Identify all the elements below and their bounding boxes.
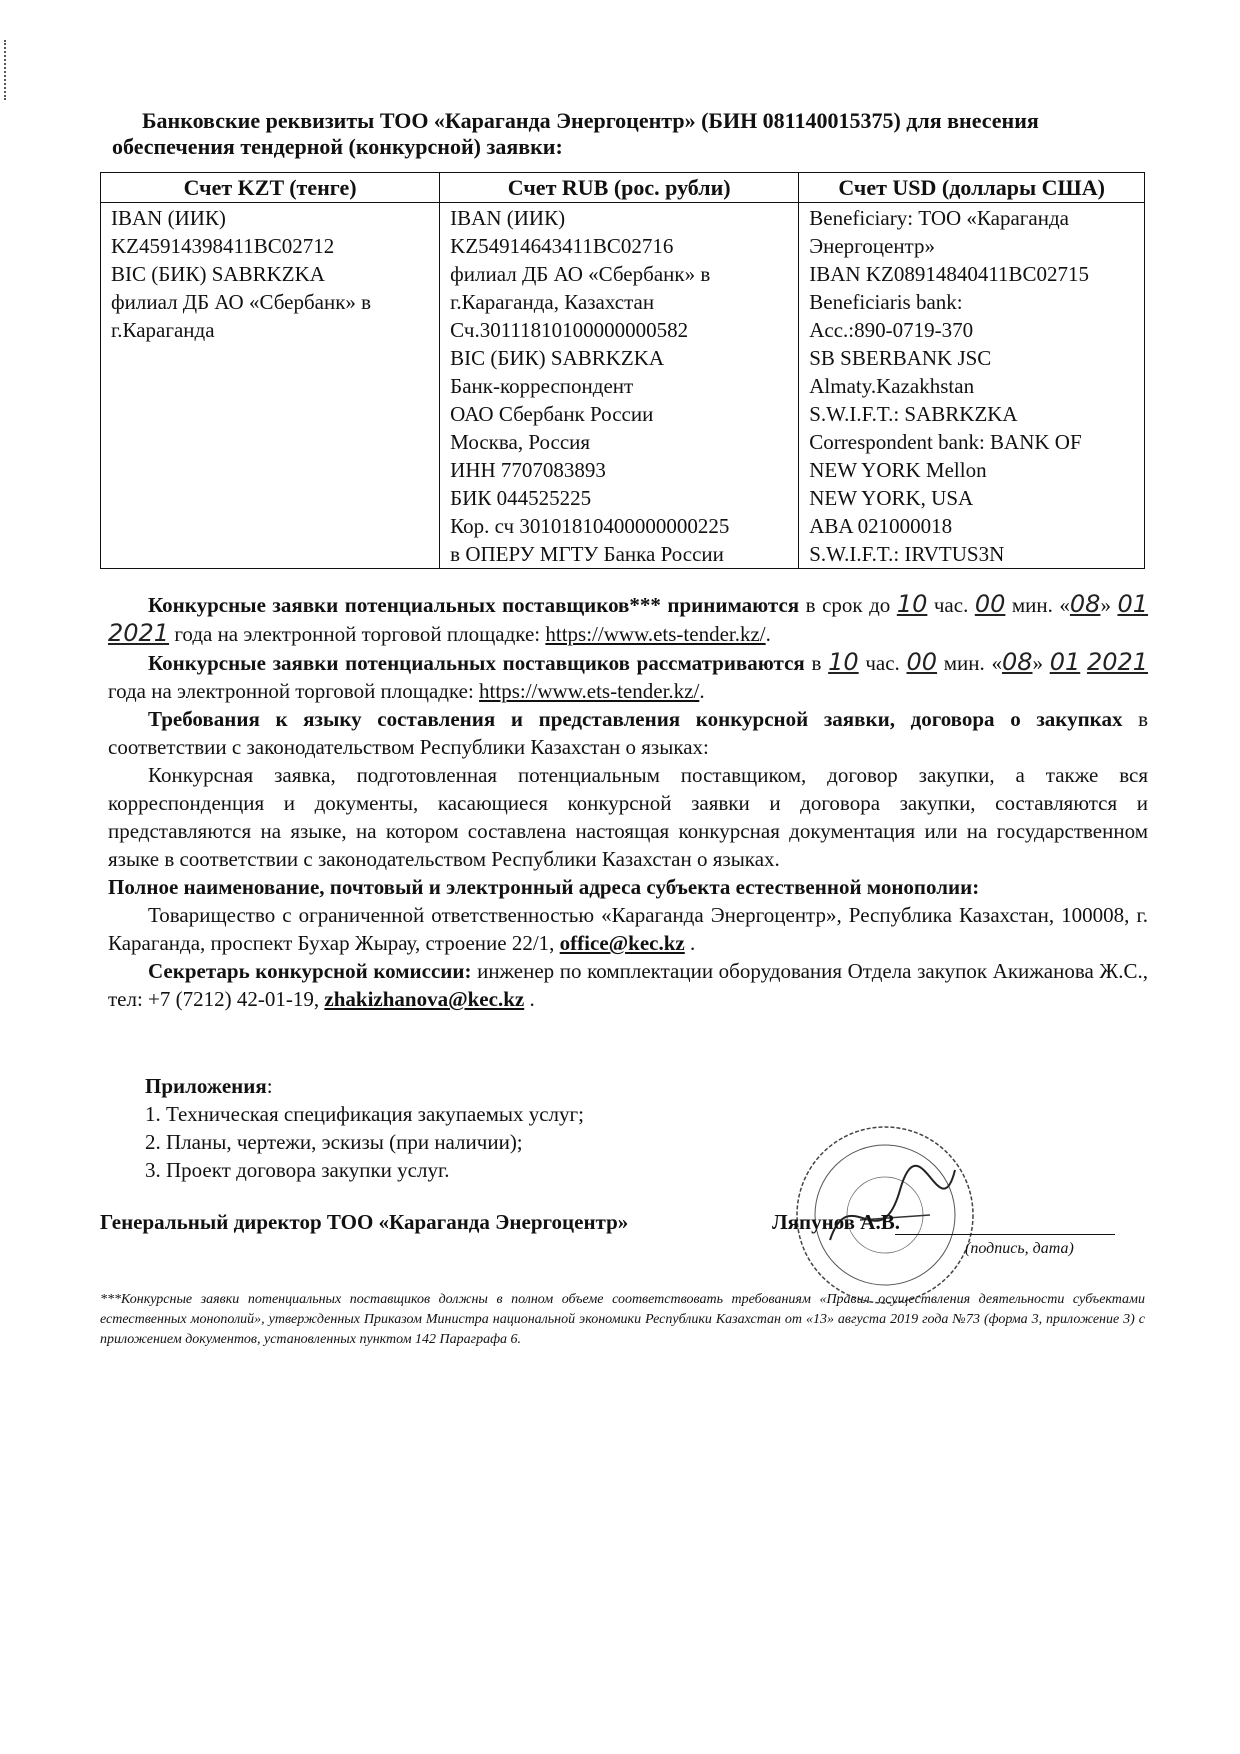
text-fragment: мин. «: [937, 651, 1002, 675]
language-bold: Требования к языку составления и представления конкурсной заявки, договора о закупках: [148, 707, 1123, 731]
text-fragment: Товарищество с ограниченной ответственностью «Караганда Энергоцентр», Республика Казахстан, 100008, г. Караганда, проспект Бухар Жырау, строение 22/1,: [108, 903, 1148, 955]
rub-line: BIC (БИК) SABRKZKA: [450, 346, 665, 370]
bank-details-heading: [112, 108, 1152, 160]
rub-line: Кор. сч 30101810400000000225: [450, 514, 730, 538]
heading-line-1: Банковские реквизиты ТОО «Караганда Энергоцентр» (БИН 081140015375) для внесения: [142, 108, 1039, 133]
usd-line: S.W.I.F.T.: SABRKZKA: [809, 402, 1018, 426]
text-fragment: .: [765, 622, 771, 646]
usd-line: Beneficiary: ТОО «Караганда: [809, 206, 1069, 230]
kzt-header: Счет KZT (тенге): [101, 173, 440, 203]
acceptance-bold: Конкурсные заявки потенциальных поставщиков*** принимаются: [148, 593, 800, 617]
kzt-account-cell: [101, 203, 440, 569]
usd-line: Almaty.Kazakhstan: [809, 374, 975, 398]
table-header-row: [101, 173, 1145, 203]
text-fragment: в срок до: [799, 593, 897, 617]
rub-line: ИНН 7707083893: [450, 458, 606, 482]
text-fragment: »: [1100, 593, 1118, 617]
signature-line: [895, 1234, 1115, 1235]
text-fragment: года на электронной торговой площадке:: [169, 622, 546, 646]
usd-line: ABA 021000018: [809, 514, 953, 538]
rub-line: Сч.30111810100000000582: [450, 318, 689, 342]
usd-line: S.W.I.F.T.: IRVTUS3N: [809, 542, 1005, 566]
secretary-paragraph: [108, 957, 1148, 1013]
usd-header: Счет USD (доллары США): [799, 173, 1145, 203]
scan-edge-mark: [4, 40, 9, 100]
text-fragment: .: [699, 679, 705, 703]
acceptance-paragraph: [108, 590, 1148, 648]
kzt-line: KZ45914398411BC02712: [111, 234, 335, 258]
ets-tender-link[interactable]: https://www.ets-tender.kz/: [545, 622, 766, 646]
office-email-link[interactable]: office@kec.kz: [559, 931, 685, 955]
attachments-title: [145, 1072, 584, 1100]
usd-line: IBAN KZ08914840411BC02715: [809, 262, 1090, 286]
rub-line: ОАО Сбербанк России: [450, 402, 654, 426]
handwritten-month: 01: [1117, 590, 1149, 618]
language-requirements-text: Конкурсная заявка, подготовленная потенциальным поставщиком, договор закупки, а также вся корреспонденция и документы, касающиеся конкурсной заявки и договора закупки, составляются и представляются на языке, на котором составлена настоящая конкурсная документация или на государственном языке в соответствии с законодательством Республики Казахстан о языках.: [108, 763, 1148, 871]
rub-line: KZ54914643411BC02716: [450, 234, 674, 258]
text-fragment: час.: [927, 593, 975, 617]
text-fragment: в соответствии с законодательством Республики Казахстан о языках:: [108, 707, 1148, 759]
handwritten-day: 08: [1069, 590, 1101, 618]
address-heading: Полное наименование, почтовый и электронный адреса субъекта естественной монополии:: [108, 875, 980, 899]
table-row: [101, 203, 1145, 569]
text-fragment: :: [266, 1074, 273, 1098]
handwritten-year: 2021: [1086, 648, 1149, 676]
bank-details-table: [100, 172, 1145, 569]
secretary-bold: Секретарь конкурсной комиссии:: [148, 959, 472, 983]
text-fragment: года на электронной торговой площадке:: [108, 679, 480, 703]
usd-line: Correspondent bank: BANK OF: [809, 430, 1082, 454]
footnote: ***Конкурсные заявки потенциальных поставщиков должны в полном объеме соответствовать требованиям «Правил осуществления деятельности субъектами естественных монополий», утвержденных Приказом Министра национальной экономики Республики Казахстан от «13» августа 2019 года №73 (форма 3, приложение 3) с приложением документов, установленных пунктом 142 Параграфа 6.: [100, 1292, 1145, 1347]
text-fragment: час.: [858, 651, 907, 675]
list-item: 3. Проект договора закупки услуг.: [145, 1158, 450, 1182]
handwritten-hour: 10: [828, 648, 859, 676]
rub-line: в ОПЕРУ МГТУ Банка России: [450, 542, 724, 566]
handwritten-hour: 10: [896, 590, 928, 618]
signature-caption: (подпись, дата): [965, 1240, 1074, 1257]
handwritten-minute: 00: [906, 648, 938, 676]
heading-line-2: обеспечения тендерной (конкурсной) заявки:: [112, 134, 563, 159]
document-body: [108, 590, 1148, 1013]
rub-line: БИК 044525225: [450, 486, 592, 510]
text-fragment: [1080, 651, 1087, 675]
handwritten-year: 2021: [108, 619, 170, 647]
signer-name: Ляпунов А.В.: [772, 1210, 900, 1234]
list-item: 1. Техническая спецификация закупаемых услуг;: [145, 1102, 584, 1126]
rub-line: филиал ДБ АО «Сбербанк» в: [450, 262, 711, 286]
kzt-line: г.Караганда: [111, 318, 215, 342]
rub-line: Банк-корреспондент: [450, 374, 634, 398]
rub-line: Москва, Россия: [450, 430, 591, 454]
director-position: Генеральный директор ТОО «Караганда Энергоцентр»: [100, 1210, 629, 1234]
kzt-line: BIC (БИК) SABRKZKA: [111, 262, 325, 286]
list-item: 2. Планы, чертежи, эскизы (при наличии);: [145, 1130, 523, 1154]
usd-account-cell: [799, 203, 1145, 569]
usd-line: SB SBERBANK JSC: [809, 346, 992, 370]
text-fragment: инженер по комплектации оборудования Отдела закупок Акижанова Ж.С., тел: +7 (7212) 42-01-19,: [108, 959, 1148, 1011]
address-paragraph: [108, 901, 1148, 957]
kzt-line: филиал ДБ АО «Сбербанк» в: [111, 290, 372, 314]
rub-line: IBAN (ИИК): [450, 206, 566, 230]
text-fragment: в: [804, 651, 829, 675]
kzt-line: IBAN (ИИК): [111, 206, 226, 230]
text-fragment: .: [524, 987, 535, 1011]
text-fragment: .: [684, 931, 696, 955]
usd-line: Энергоцентр»: [809, 234, 935, 258]
text-fragment: »: [1032, 651, 1050, 675]
ets-tender-link[interactable]: https://www.ets-tender.kz/: [479, 679, 700, 703]
usd-line: NEW YORK, USA: [809, 486, 974, 510]
attachments-list: [145, 1072, 584, 1184]
handwritten-month: 01: [1049, 648, 1081, 676]
usd-line: NEW YORK Mellon: [809, 458, 987, 482]
text-fragment: мин. «: [1005, 593, 1070, 617]
review-paragraph: [108, 648, 1148, 705]
secretary-email-link[interactable]: zhakizhanova@kec.kz: [324, 987, 525, 1011]
rub-header: Счет RUB (рос. рубли): [440, 173, 799, 203]
rub-account-cell: [440, 203, 799, 569]
attachments-title-text: Приложения: [145, 1074, 267, 1098]
review-bold: Конкурсные заявки потенциальных поставщиков рассматриваются: [148, 651, 805, 675]
usd-line: Beneficiaris bank:: [809, 290, 963, 314]
handwritten-day: 08: [1001, 648, 1033, 676]
rub-line: г.Караганда, Казахстан: [450, 290, 655, 314]
language-requirements-heading: [108, 705, 1148, 761]
handwritten-minute: 00: [974, 590, 1006, 618]
usd-line: Acc.:890-0719-370: [809, 318, 974, 342]
